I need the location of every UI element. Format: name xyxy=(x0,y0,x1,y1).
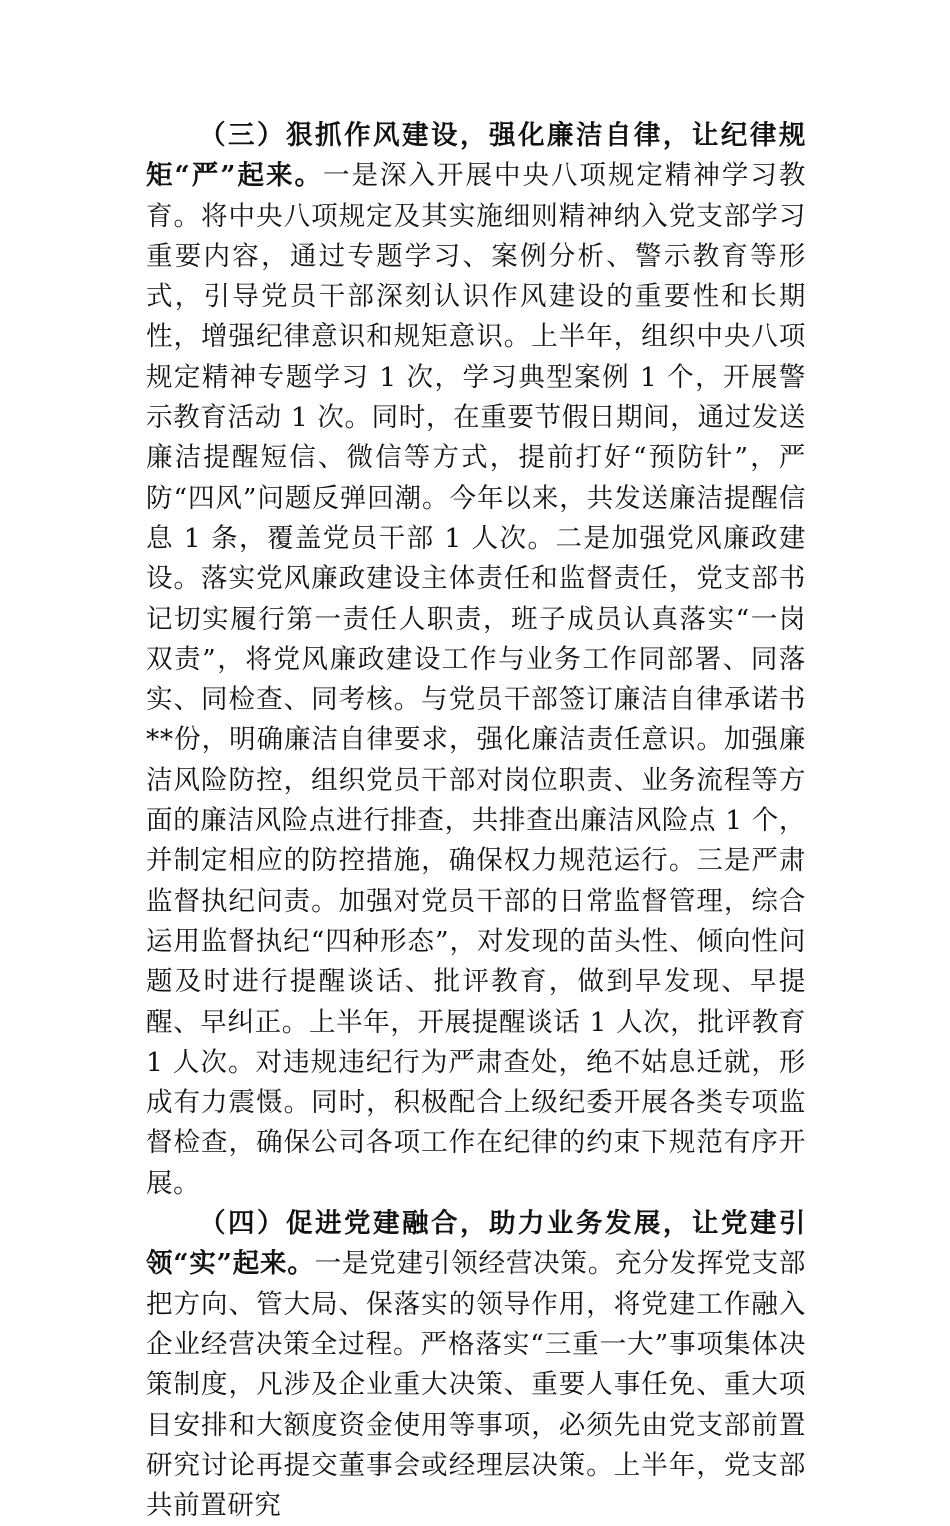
section-3-heading: （三）狠抓作风建设，强化廉洁自律，让纪律规矩“严”起来。 xyxy=(146,120,806,192)
paragraph-section-3 xyxy=(146,116,806,1204)
section-4-body: 一是党建引领经营决策。充分发挥党支部把方向、管大局、保落实的领导作用，将党建工作融入企业经营决策全过程。严格落实“三重一大”事项集体决策制度，凡涉及企业重大决策、重要人事任免、重大项目安排和大额度资金使用等事项，必须先由党支部前置研究讨论再提交董事会或经理层决策。上半年，党支部共前置研究 xyxy=(146,1248,806,1522)
paragraph-section-4 xyxy=(146,1204,806,1526)
section-3-body: 一是深入开展中央八项规定精神学习教育。将中央八项规定及其实施细则精神纳入党支部学习重要内容，通过专题学习、案例分析、警示教育等形式，引导党员干部深刻认识作风建设的重要性和长期性，增强纪律意识和规矩意识。上半年，组织中央八项规定精神专题学习 1 次，学习典型案例 1 个，开展警示教育活动 1 次。同时，在重要节假日期间，通过发送廉洁提醒短信、微信等方式，提前打好“预防针”，严防“四风”问题反弹回潮。今年以来，共发送廉洁提醒信息 1 条，覆盖党员干部 1 人次。二是加强党风廉政建设。落实党风廉政建设主体责任和监督责任，党支部书记切实履行第一责任人职责，班子成员认真落实“一岗双责”，将党风廉政建设工作与业务工作同部署、同落实、同检查、同考核。与党员干部签订廉洁自律承诺书**份，明确廉洁自律要求，强化廉洁责任意识。加强廉洁风险防控，组织党员干部对岗位职责、业务流程等方面的廉洁风险点进行排查，共排查出廉洁风险点 1 个，并制定相应的防控措施，确保权力规范运行。三是严肃监督执纪问责。加强对党员干部的日常监督管理，综合运用监督执纪“四种形态”，对发现的苗头性、倾向性问题及时进行提醒谈话、批评教育，做到早发现、早提醒、早纠正。上半年，开展提醒谈话 1 人次，批评教育 1 人次。对违规违纪行为严肃查处，绝不姑息迁就，形成有力震慑。同时，积极配合上级纪委开展各类专项监督检查，确保公司各项工作在纪律的约束下规范有序开展。 xyxy=(146,160,807,1199)
document-body xyxy=(146,116,806,1526)
section-4-heading: （四）促进党建融合，助力业务发展，让党建引领“实”起来。 xyxy=(146,1208,806,1280)
